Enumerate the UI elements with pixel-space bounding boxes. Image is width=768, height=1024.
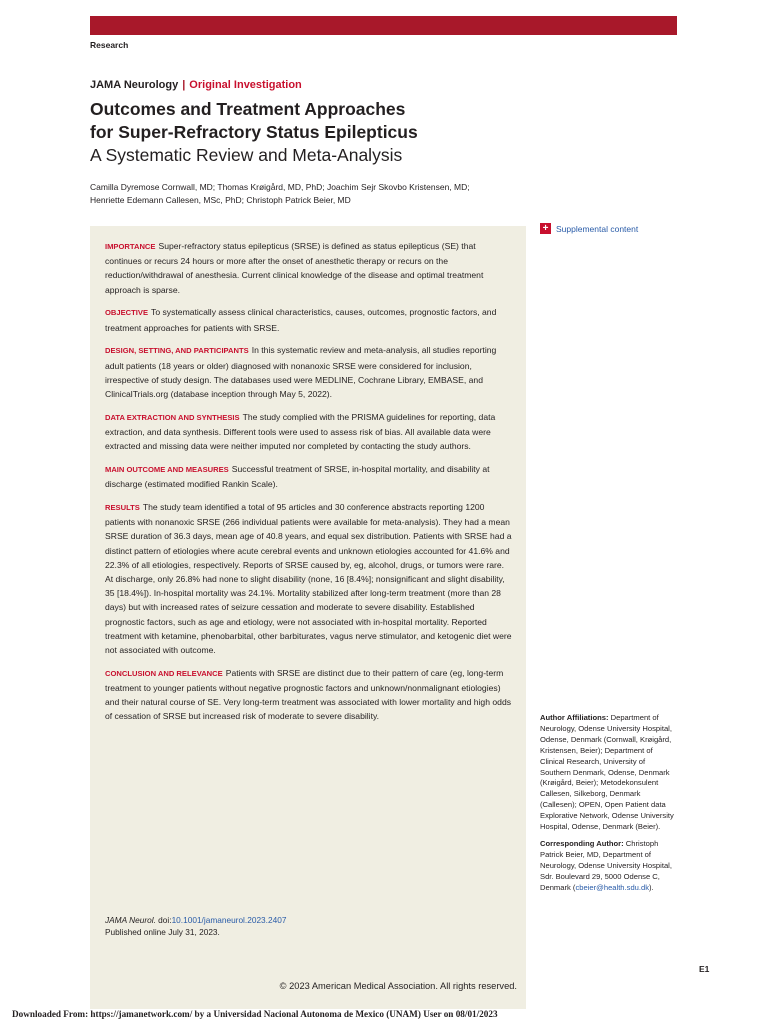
citation-block bbox=[105, 914, 286, 938]
doi-link[interactable]: 10.1001/jamaneurol.2023.2407 bbox=[171, 915, 287, 925]
affiliations-label: Author Affiliations: bbox=[540, 713, 609, 722]
doi-prefix: doi: bbox=[155, 915, 172, 925]
abstract-text: Successful treatment of SRSE, in-hospital mortality, and disability at discharge (estimated modified Rankin Scale). bbox=[105, 464, 490, 490]
corresponding-paragraph bbox=[540, 839, 676, 894]
abstract-text: Super-refractory status epilepticus (SRSE) is defined as status epilepticus (SE) that continues or recurs 24 hours or more after the onset of anesthetic therapy or recurs on the reduction/withdrawal of anesthesia. Current clinical knowledge of the disease and optimal treatment approach is sparse. bbox=[105, 241, 484, 295]
abstract-box bbox=[90, 226, 526, 1009]
author-line-2: Henriette Edemann Callesen, MSc, PhD; Christoph Patrick Beier, MD bbox=[90, 194, 351, 205]
published-date: Published online July 31, 2023. bbox=[105, 927, 220, 937]
author-list bbox=[90, 181, 510, 206]
section-label: Research bbox=[90, 40, 129, 50]
author-line-1: Camilla Dyremose Cornwall, MD; Thomas Krøigård, MD, PhD; Joachim Sejr Skovbo Kristensen, MD; bbox=[90, 182, 470, 192]
affiliations-text: Department of Neurology, Odense University Hospital, Odense, Denmark (Cornwall, Krøigård, Kristensen, Beier); Department of Clinical Research, University of Southern Denmark, Odense, Denmark (Krøigård, Beier); Metodekonsulent Callesen, Silkeborg, Denmark (Callesen); OPEN, Open Patient data Explorative Network, Odense University Hospital, Odense, Denmark (Beier). bbox=[540, 713, 674, 832]
abstract-outcomes bbox=[105, 462, 512, 491]
article-type: Original Investigation bbox=[189, 79, 302, 91]
abstract-text: The study complied with the PRISMA guidelines for reporting, data extraction, and data synthesis. Different tools were used to assess risk of bias. All available data were extracted and missing data were neither imputed nor completed by contacting the study authors. bbox=[105, 411, 496, 452]
supplemental-content-link[interactable] bbox=[540, 223, 638, 234]
journal-name: JAMA Neurology bbox=[90, 79, 179, 91]
abstract-heading: OBJECTIVE bbox=[105, 308, 149, 318]
abstract-objective bbox=[105, 305, 512, 334]
abstract-text: Patients with SRSE are distinct due to their pattern of care (eg, long-term treatment to younger patients without negative prognostic factors and unknown/nonmalignant etiologies) and their natural course of SE. Very long-term treatment was associated with lower mortality and high odds of cessation of SRSE but increased risk of moderate to severe disability. bbox=[105, 667, 512, 722]
header-color-bar bbox=[90, 16, 677, 35]
plus-icon: + bbox=[540, 223, 551, 234]
abstract-text: The study team identified a total of 95 articles and 30 conference abstracts reporting 1200 patients with nonanoxic SRSE (266 individual patients were available for meta-analysis). They had a mean SRSE duration of 36.3 days, mean age of 40.8 years, and equal sex distribution. Patients with SRSE had a distinct pattern of etiologies where acute cerebral events and unknown etiologies accounted for 41.6% and 22.3% of all etiologies, respectively. Reports of SRSE caused by, eg, alcohol, drugs, or tumors were rare. At discharge, only 26.8% had none to slight disability (none, 16 [8.4%]; nonsignificant and slight disability, 35 [18.4%]). In-hospital mortality was 24.1%. Mortality stabilized after long-term treatment (more than 28 days) but with increased rates of seizure cessation and moderate to severe disability. Established prognostic factors, such as age and etiology, were not associated with in-hospital mortality. Reported treatment with ketamine, phenobarbital, other barbiturates, vagus nerve stimulator, and ketogenic diet were not associated with outcome. bbox=[105, 502, 512, 656]
download-footer: Downloaded From: https://jamanetwork.com/ by a Universidad Nacional Autonoma de Mexico (UNAM) User on 08/01/2023 bbox=[12, 1009, 498, 1019]
abstract-content bbox=[90, 226, 526, 724]
abstract-heading: CONCLUSION AND RELEVANCE bbox=[105, 668, 223, 678]
abstract-importance bbox=[105, 239, 512, 297]
corresponding-close: ). bbox=[649, 882, 654, 892]
abstract-text: To systematically assess clinical characteristics, causes, outcomes, prognostic factors, and treatment approaches for patients with SRSE. bbox=[105, 307, 497, 333]
page-number: E1 bbox=[699, 964, 710, 974]
journal-abbrev: JAMA Neurol. bbox=[105, 915, 156, 925]
article-title bbox=[90, 98, 530, 167]
email-link[interactable]: cbeier@health.sdu.dk bbox=[575, 882, 650, 892]
author-affiliations bbox=[540, 713, 676, 900]
abstract-results bbox=[105, 500, 512, 657]
title-line-1: Outcomes and Treatment Approaches bbox=[90, 99, 406, 119]
abstract-heading: DESIGN, SETTING, AND PARTICIPANTS bbox=[105, 346, 249, 356]
journal-line bbox=[90, 79, 302, 91]
abstract-design bbox=[105, 343, 512, 401]
citation-line bbox=[105, 914, 286, 926]
abstract-heading: DATA EXTRACTION AND SYNTHESIS bbox=[105, 412, 240, 422]
corresponding-text: Christoph Patrick Beier, MD, Department of Neurology, Odense University Hospital, Sdr. Boulevard 29, 5000 Odense C, Denmark ( bbox=[540, 838, 672, 892]
abstract-conclusion bbox=[105, 666, 512, 724]
abstract-heading: MAIN OUTCOME AND MEASURES bbox=[105, 465, 229, 475]
abstract-text: In this systematic review and meta-analysis, all studies reporting adult patients (18 years or older) diagnosed with nonanoxic SRSE were considered for inclusion, irrespective of study design. The databases used were MEDLINE, Cochrane Library, EMBASE, and ClinicalTrials.org (database inception through May 5, 2022). bbox=[105, 345, 497, 400]
title-line-2: for Super-Refractory Status Epilepticus bbox=[90, 122, 418, 142]
supplemental-content-label: Supplemental content bbox=[556, 223, 639, 234]
affiliations-paragraph bbox=[540, 713, 676, 833]
corresponding-label: Corresponding Author: bbox=[540, 838, 624, 848]
abstract-heading: RESULTS bbox=[105, 503, 140, 513]
article-subtitle: A Systematic Review and Meta-Analysis bbox=[90, 145, 403, 165]
journal-separator: | bbox=[182, 79, 186, 91]
abstract-data-extraction bbox=[105, 410, 512, 454]
abstract-heading: IMPORTANCE bbox=[105, 242, 156, 251]
copyright-notice: © 2023 American Medical Association. All rights reserved. bbox=[279, 981, 517, 991]
